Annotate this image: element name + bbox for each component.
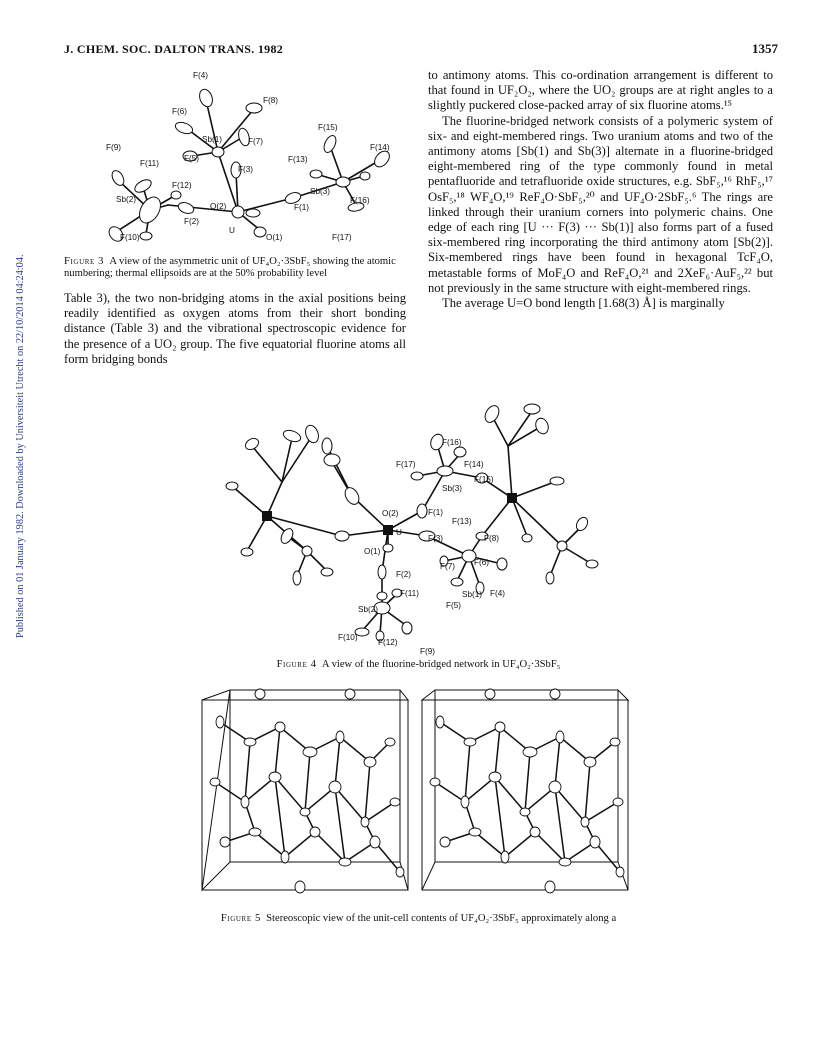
fig4-atom-label: F(10): [338, 633, 358, 642]
fig4-atom-label: U: [396, 528, 402, 537]
fig3-atom-label: Sb(3): [310, 187, 331, 196]
left-column-text: [64, 291, 406, 367]
fig4-atom-label: F(6): [474, 558, 490, 567]
fig4-atom-label: F(16): [442, 438, 462, 447]
fig4-atom-label: F(9): [420, 647, 436, 656]
fig4-atom-label: Sb(3): [442, 484, 463, 493]
paragraph: to antimony atoms. This co-ordination arrangement is different to that found in UF₂O₂, where the UO₂ groups are at right angles to a slightly puckered close-packed array of six fluorine atoms.¹⁵: [428, 68, 773, 113]
fig3-atom-label: U: [229, 226, 235, 235]
fig4-atom-label: F(14): [464, 460, 484, 469]
fig4-atom-label: F(8): [484, 534, 500, 543]
fig4-atom-label: F(17): [396, 460, 416, 469]
fig3-atom-label: F(14): [370, 143, 390, 152]
fig3-atom-label: F(12): [172, 181, 192, 190]
figure-3-caption: Figure 3 A view of the asymmetric unit of UF₄O₂·3SbF₅ showing the atomic numbering; thermal ellipsoids are at the 50% probability level: [64, 256, 396, 280]
fig4-atom-label: F(4): [490, 589, 506, 598]
fig3-atom-label: Sb(2): [116, 195, 137, 204]
fig4-atom-label: F(12): [378, 638, 398, 647]
fig3-atom-label: F(9): [106, 143, 122, 152]
fig3-atom-label: O(2): [210, 202, 227, 211]
fig3-atom-label: O(1): [266, 233, 283, 242]
paragraph: The average U=O bond length [1.68(3) Å] is marginally: [442, 296, 725, 311]
fig3-atom-label: F(17): [332, 233, 352, 242]
journal-header: J. CHEM. SOC. DALTON TRANS. 1982: [64, 42, 284, 56]
paragraph: The fluorine-bridged network consists of a polymeric system of six- and eight-membered rings. Two uranium atoms and two of the antimony atoms [Sb(1) and Sb(3)] alternate in a fluorine-bridged eight-membered ring of the type commonly found in metal pentafluoride and tetrafluoride oxide structures, e.g. SbF₅,¹⁶ RhF₅,¹⁷ OsF₅,¹⁸ WF₄O,¹⁹ ReF₄O·SbF₅,²⁰ and UF₄O·2SbF₅.⁶ The rings are linked through their uranium corners into polymeric chains. One edge of each ring [U ··· F(3) ··· Sb(1)] also forms part of a fused six-membered ring incorporating the third antimony atom [Sb(2)]. Six-membered rings have been found in hexagonal TcF₄O, metastable forms of MoF₄O and ReF₄O,²¹ and 2XeF₆·AuF₅,²² but not previously in the same structure with eight-membered rings.: [428, 113, 773, 295]
fig3-atom-label: F(11): [140, 159, 159, 168]
fig3-atom-label: F(2): [184, 217, 200, 226]
fig3-atom-label: F(7): [248, 137, 264, 146]
fig4-atom-label: O(1): [364, 547, 381, 556]
fig4-atom-label: O(2): [382, 509, 399, 518]
paragraph: Table 3), the two non-bridging atoms in the axial positions being readily identified as oxygen atoms from their short bonding distance (Table 3) and the vibrational spectroscopic evidence for the presence of a UO₂ group. The five equatorial fluorine atoms all form bridging bonds: [64, 291, 406, 366]
figure-4-caption: Figure 4 A view of the fluorine-bridged network in UF₄O₂·3SbF₅: [276, 659, 561, 670]
fig3-atom-label: F(10): [120, 233, 140, 242]
fig4-atom-label: F(15): [474, 475, 494, 484]
page-number: 1357: [752, 41, 778, 56]
fig3-atom-label: F(15): [318, 123, 338, 132]
fig4-atom-label: F(2): [396, 570, 412, 579]
fig3-atom-label: F(16): [350, 196, 370, 205]
fig3-atom-label: F(13): [288, 155, 308, 164]
fig3-atom-label: F(6): [172, 107, 188, 116]
fig4-atom-label: F(5): [446, 601, 462, 610]
fig3-atom-label: F(3): [238, 165, 254, 174]
fig3-atom-label: F(1): [294, 203, 310, 212]
download-side-note: Published on 01 January 1982. Downloaded by Universiteit Utrecht on 22/10/2014 04:24:04.: [15, 254, 26, 638]
fig3-atom-label: F(4): [193, 71, 209, 80]
fig4-atom-label: Sb(2): [358, 605, 379, 614]
fig4-atom-label: F(11): [400, 589, 419, 598]
fig3-atom-label: F(5): [184, 154, 200, 163]
figure-5-caption: Figure 5 Stereoscopic view of the unit-cell contents of UF₄O₂·3SbF₅ approximately along a: [220, 913, 617, 924]
fig4-atom-label: F(13): [452, 517, 472, 526]
fig4-atom-label: F(7): [440, 562, 456, 571]
right-column-text: [428, 68, 773, 311]
figure-4-network: [212, 386, 632, 656]
figure-5-stereo-view: [190, 682, 660, 904]
fig4-atom-label: Sb(1): [462, 590, 483, 599]
fig4-atom-label: F(3): [428, 534, 444, 543]
figure-3-structure: [88, 62, 418, 248]
fig3-atom-label: F(8): [263, 96, 279, 105]
fig3-atom-label: Sb(1): [202, 135, 223, 144]
fig4-atom-label: F(1): [428, 508, 444, 517]
